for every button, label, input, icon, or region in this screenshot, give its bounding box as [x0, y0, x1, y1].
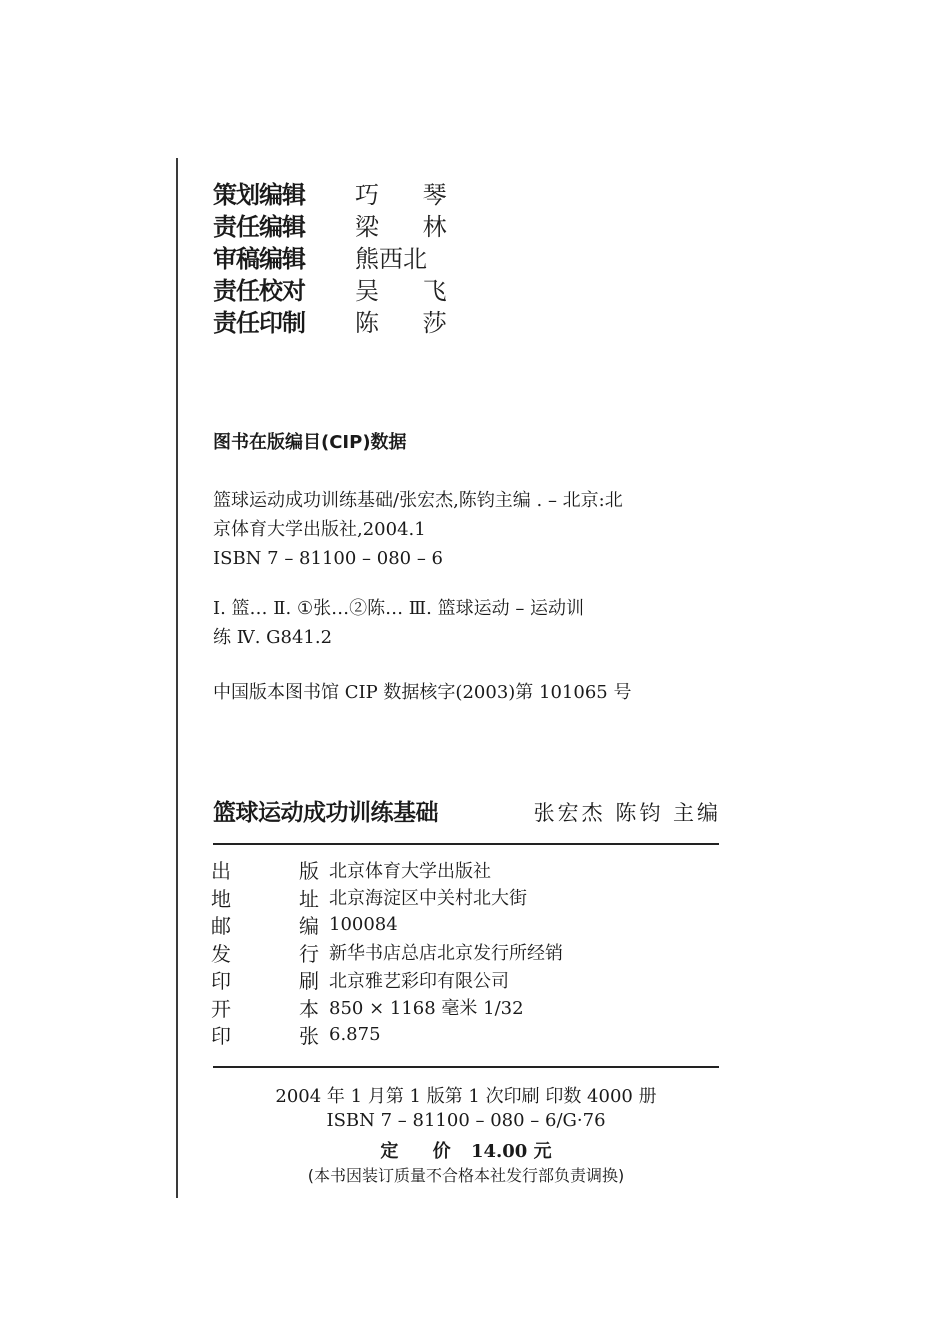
cip-description [213, 486, 723, 573]
book-title-row [213, 794, 721, 827]
detail-value: 100084 [329, 914, 398, 936]
cip-description-line: 京体育大学出版社,2004.1 [213, 519, 426, 540]
detail-label: 邮 编 [211, 914, 319, 939]
detail-value: 北京海淀区中关村北大街 [329, 888, 527, 910]
detail-value: 北京体育大学出版社 [329, 860, 491, 882]
detail-label: 出 版 [211, 859, 319, 884]
detail-value: 850 × 1168 毫米 1/32 [329, 998, 524, 1020]
divider [213, 1066, 719, 1068]
detail-row [211, 911, 563, 939]
cip-description-line: 篮球运动成功训练基础/张宏杰,陈钧主编 . – 北京:北 [213, 490, 623, 511]
detail-row [211, 884, 563, 912]
isbn-full: ISBN 7 – 81100 – 080 – 6/G·76 [326, 1110, 606, 1131]
credit-name: 巧 琴 [355, 180, 465, 209]
credit-role: 责任印制 [213, 308, 305, 337]
detail-value: 北京雅艺彩印有限公司 [329, 970, 509, 992]
binding-margin-line [176, 158, 178, 1198]
cip-classification-line: 练 Ⅳ. G841.2 [213, 627, 333, 648]
credit-role: 审稿编辑 [213, 244, 305, 273]
credit-row [213, 272, 465, 304]
cip-approval-number: 中国版本图书馆 CIP 数据核字(2003)第 101065 号 [213, 682, 632, 703]
credit-name: 梁 林 [355, 212, 465, 241]
price-label: 定 价 [380, 1141, 465, 1162]
detail-label: 地 址 [211, 886, 319, 911]
detail-label: 印 张 [211, 1024, 319, 1049]
price-value: 14.00 元 [470, 1141, 552, 1162]
book-authors: 张宏杰 陈钧 主编 [533, 801, 721, 825]
detail-row [211, 966, 563, 994]
detail-value: 新华书店总店北京发行所经销 [329, 943, 563, 965]
credit-row [213, 208, 465, 240]
book-title: 篮球运动成功训练基础 [213, 800, 438, 826]
credit-role: 责任校对 [213, 276, 305, 305]
detail-row [211, 939, 563, 967]
editorial-credits [213, 176, 465, 336]
credit-role: 责任编辑 [213, 212, 305, 241]
credit-name: 陈 莎 [355, 308, 465, 337]
credit-name: 吴 飞 [355, 276, 465, 305]
credit-role: 策划编辑 [213, 180, 305, 209]
detail-label: 开 本 [211, 996, 319, 1021]
publication-details [211, 856, 563, 1049]
cip-title: 图书在版编目(CIP)数据 [213, 432, 407, 453]
price [213, 1137, 719, 1163]
detail-value: 6.875 [329, 1024, 381, 1046]
cip-classification-line: Ⅰ. 篮… Ⅱ. ①张…②陈… Ⅲ. 篮球运动 – 运动训 [213, 598, 585, 619]
detail-label: 印 刷 [211, 969, 319, 994]
cip-isbn: ISBN 7 – 81100 – 080 – 6 [213, 548, 443, 569]
detail-row [211, 1021, 563, 1049]
credit-row [213, 240, 465, 272]
detail-row [211, 856, 563, 884]
cip-classification [213, 594, 723, 652]
divider [213, 843, 719, 845]
detail-label: 发 行 [211, 941, 319, 966]
binding-notice: (本书因装订质量不合格本社发行部负责调换) [307, 1166, 625, 1185]
credit-row [213, 176, 465, 208]
credit-name: 熊西北 [355, 244, 427, 273]
detail-row [211, 994, 563, 1022]
print-info: 2004 年 1 月第 1 版第 1 次印刷 印数 4000 册 [275, 1086, 657, 1107]
credit-row [213, 304, 465, 336]
